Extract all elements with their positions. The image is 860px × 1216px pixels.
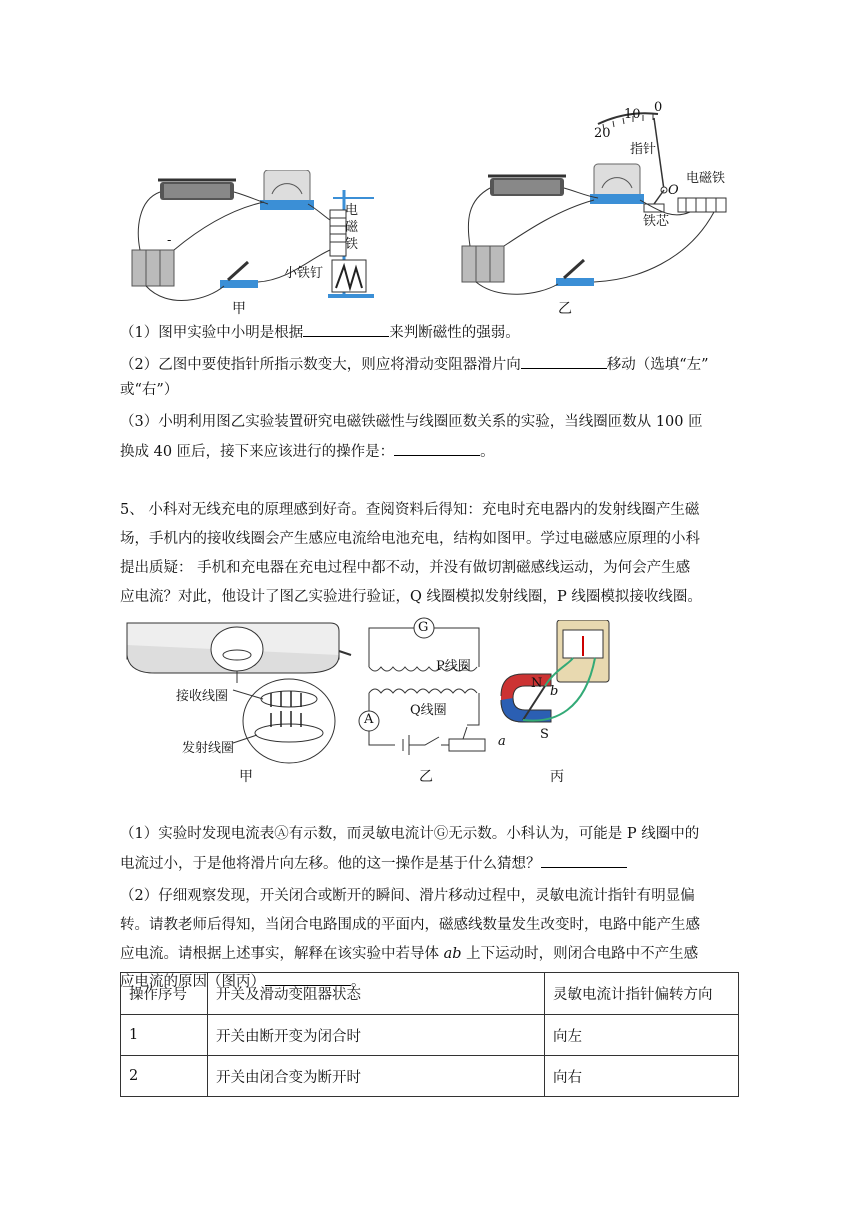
table-cell: 开关由断开变为闭合时 [208,1015,545,1056]
table-cell: 1 [121,1015,208,1056]
results-table [120,972,739,1097]
figure-charger [125,615,360,765]
answer-blank[interactable] [303,322,389,337]
point-b-label: b [550,684,559,699]
answer-blank[interactable] [541,853,627,868]
q5-line3: 提出质疑： 手机和充电器在充电过程中都不动，并没有做切割磁感线运动，为何会产生感 [120,560,691,576]
q5-sub1-line1: （1）实验时发现电流表Ⓐ有示数，而灵敏电流计Ⓖ无示数。小科认为，可能是 P 线圈中的 [120,826,700,842]
figure-yi-label: 乙 [558,301,572,317]
q5-sub2-line4: 应电流的原因（图丙） 。 [120,971,366,992]
q-coil-label: Q线圈 [410,703,447,718]
p-coil-label: P线圈 [436,659,471,674]
point-a-label: a [498,734,506,749]
receive-coil-label: 接收线圈 [176,689,229,704]
q5-line4: 应电流？对此，他设计了图乙实验进行验证，Q 线圈模拟发射线圈，P 线圈模拟接收线圈。 [120,589,702,605]
pointer-label: 指针 [630,142,657,157]
q4-part3-cont: 换成 40 匝后，接下来应该进行的操作是： 。 [120,441,495,462]
answer-blank[interactable] [394,441,480,456]
figure-jia-label: 甲 [232,301,246,317]
q4-part2: （2）乙图中要使指针所指示数变大，则应将滑动变阻器滑片向 移动（选填“左” [120,354,709,375]
figure-yi5-label: 乙 [419,769,433,785]
q4-part1: （1）图甲实验中小明是根据 来判断磁性的强弱。 [120,322,520,343]
table-header-row [121,973,739,1015]
figure-jia-circuit [128,170,380,320]
q4-part3: （3）小明利用图乙实验装置研究电磁铁磁性与线圈匝数关系的实验，当线圈匝数从 100 匝 [120,414,703,430]
q5-line2: 场，手机内的接收线圈会产生感应电流给电池充电，结构如图甲。学过电磁感应原理的小科 [120,531,700,547]
table-header-cell: 开关及滑动变阻器状态 [208,973,545,1015]
table-header-cell: 灵敏电流计指针偏转方向 [545,973,739,1015]
yi-magnet-label: 电磁铁 [686,171,726,186]
pivot-label: O [668,183,679,198]
table-cell: 开关由闭合变为断开时 [208,1056,545,1097]
figure-bing-label: 丙 [550,769,564,785]
q5-sub2-line3: 应电流。请根据上述事实，解释在该实验中若导体 ab 上下运动时，则闭合电路中不产生感 [120,946,699,962]
q4-part2-cont: 或“右”） [120,382,179,398]
battery-sign: - [167,233,172,248]
figure-coil-circuit [355,615,495,765]
scale-0: 0 [654,100,663,115]
figure-jia5-label: 甲 [239,769,253,785]
jia-magnet-label: 电 磁 铁 [345,203,359,252]
table-row [121,1056,739,1097]
north-pole-label: N [531,676,543,691]
answer-blank[interactable] [521,354,607,369]
transmit-coil-label: 发射线圈 [182,741,235,756]
ammeter-symbol: A [364,712,374,727]
south-pole-label: S [540,727,549,742]
table-cell: 向左 [545,1015,739,1056]
galvanometer-symbol: G [418,620,429,635]
scale-10: 10 [624,107,641,122]
scale-20: 20 [594,126,611,141]
table-cell: 向右 [545,1056,739,1097]
q5-line1: 5、 小科对无线充电的原理感到好奇。查阅资料后得知：充电时充电器内的发射线圈产生磁 [120,502,700,518]
q5-sub2-line2: 转。请教老师后得知，当闭合电路围成的平面内，磁感线数量发生改变时，电路中能产生感 [120,917,700,933]
core-label: 铁芯 [643,214,670,229]
table-header-cell: 操作序号 [121,973,208,1015]
q5-sub1-line2: 电流过小，于是他将滑片向左移。他的这一操作是基于什么猜想？ [120,853,627,874]
table-row [121,1015,739,1056]
table-cell: 2 [121,1056,208,1097]
jia-nails-label: 小铁钉 [284,266,324,281]
q5-sub2-line1: （2）仔细观察发现，开关闭合或断开的瞬间、滑片移动过程中，灵敏电流计指针有明显偏 [120,888,695,904]
